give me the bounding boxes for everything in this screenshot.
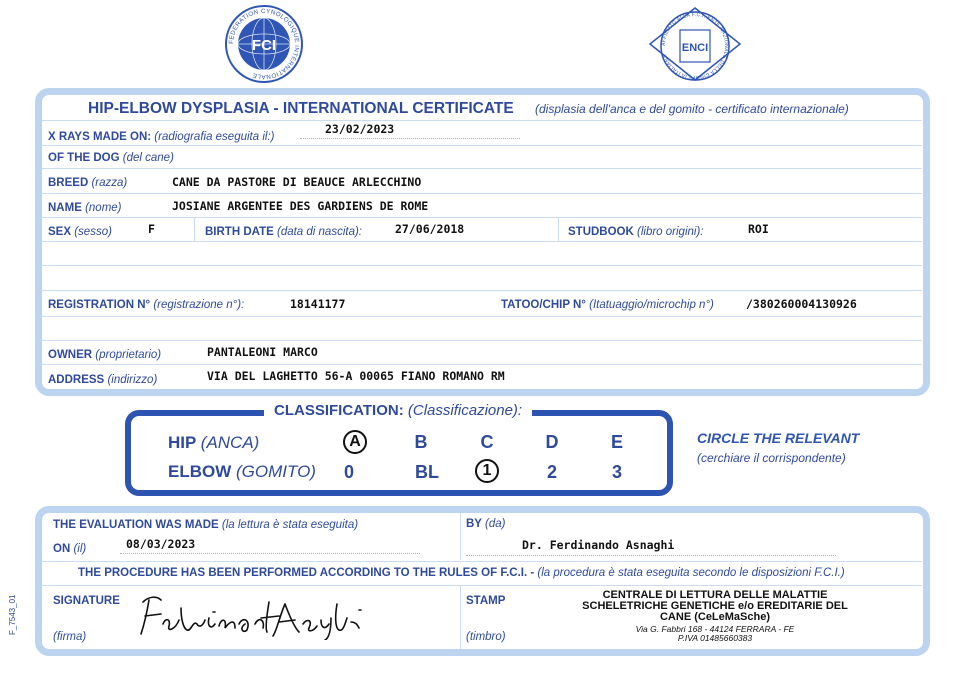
studbook-value: ROI <box>748 222 769 236</box>
registration-label: REGISTRATION N° (registrazione n°): <box>48 299 245 311</box>
stamp-line-4: Via G. Fabbri 168 - 44124 FERRARA - FE <box>635 624 795 634</box>
hip-grade-c[interactable]: C <box>480 432 494 452</box>
registration-value: 18141177 <box>290 297 346 311</box>
stamp-line-5: P.IVA 01485660383 <box>677 632 753 643</box>
certificate-subtitle: (displasia dell'anca e del gomito - certificato internazionale) <box>535 102 849 116</box>
stamp-line-2: SCHELETRICHE GENETICHE e/o EREDITARIE DEL <box>582 600 848 612</box>
breed-label: BREED (razza) <box>48 177 128 189</box>
studbook-label: STUDBOOK (libro origini): <box>568 226 704 238</box>
elbow-grade-3[interactable]: 3 <box>611 462 622 482</box>
stamp-line-3: CANE (CeLeMaSche) <box>659 611 771 623</box>
birth-date-value: 27/06/2018 <box>395 222 465 236</box>
sex-value: F <box>148 222 155 236</box>
certificate-title: HIP-ELBOW DYSPLASIA - INTERNATIONAL CERTIFICATE <box>88 100 514 117</box>
fci-center-text: FCI <box>251 37 277 54</box>
evaluation-date: 08/03/2023 <box>126 537 196 551</box>
of-the-dog-label: OF THE DOG (del cane) <box>48 152 174 164</box>
classification-box <box>125 410 673 496</box>
elbow-grade-2[interactable]: 2 <box>546 462 557 482</box>
signature-label-it: (firma) <box>53 631 87 643</box>
owner-value: PANTALEONI MARCO <box>207 345 318 359</box>
xrays-date: 23/02/2023 <box>325 122 395 136</box>
dog-name-value: JOSIANE ARGENTEE DES GARDIENS DE ROME <box>172 199 429 213</box>
fci-logo <box>224 4 304 84</box>
hip-grade-e[interactable]: E <box>610 432 623 452</box>
address-label: ADDRESS (indirizzo) <box>48 374 158 386</box>
xrays-label: X RAYS MADE ON: (radiografia eseguita il:) <box>48 131 275 143</box>
signature-label: SIGNATURE <box>53 595 120 607</box>
stamp-label: STAMP <box>466 595 506 607</box>
elbow-grade-1[interactable]: 1 <box>475 459 499 483</box>
sex-label: SEX (sesso) <box>48 226 112 238</box>
elbow-label: ELBOW (GOMITO) <box>168 462 316 481</box>
handwritten-signature <box>135 590 375 640</box>
stamp-label-it: (timbro) <box>466 631 506 643</box>
classification-title: CLASSIFICATION: (Classificazione): <box>264 402 532 419</box>
official-stamp <box>560 590 870 642</box>
name-label: NAME (nome) <box>48 202 122 214</box>
tatoo-value: /380260004130926 <box>746 297 857 311</box>
by-value: Dr. Ferdinando Asnaghi <box>522 538 675 552</box>
enci-ring-text: AFFILIATO ALLA F.C.I. ENTE NAZIONALE DELLA CINOFILIA ITALIANA <box>660 11 730 81</box>
hip-grade-a[interactable]: A <box>343 430 367 454</box>
by-label: BY (da) <box>466 518 506 530</box>
fci-ring-text: FEDERATION CYNOLOGIQUE INTERNATIONALE <box>227 7 301 81</box>
hip-grade-d[interactable]: D <box>545 432 559 452</box>
circle-the-relevant-it: (cerchiare il corrispondente) <box>697 451 846 465</box>
address-value: VIA DEL LAGHETTO 56-A 00065 FIANO ROMANO RM <box>207 369 505 383</box>
circle-the-relevant: CIRCLE THE RELEVANT <box>697 430 860 446</box>
breed-value: CANE DA PASTORE DI BEAUCE ARLECCHINO <box>172 175 422 189</box>
elbow-grade-0[interactable]: 0 <box>343 462 354 482</box>
hip-label: HIP (ANCA) <box>168 433 260 452</box>
tatoo-label: TATOO/CHIP N° (Itatuaggio/microchip n°) <box>501 299 714 311</box>
stamp-line-1: CENTRALE DI LETTURA DELLE MALATTIE <box>602 589 828 601</box>
birth-date-label: BIRTH DATE (data di nascita): <box>205 226 362 238</box>
enci-logo <box>640 4 750 84</box>
procedure-text: THE PROCEDURE HAS BEEN PERFORMED ACCORDING TO THE RULES OF F.C.I. - (la procedura è stata eseguita secondo le disposizioni F.C.I.) <box>78 567 845 579</box>
evaluation-label: THE EVALUATION WAS MADE (la lettura è stata eseguita) <box>53 519 359 531</box>
enci-center-text: ENCI <box>681 42 709 54</box>
hip-grade-b[interactable]: B <box>414 432 428 452</box>
elbow-grade-bl[interactable]: BL <box>415 462 439 482</box>
form-code: F_7543_01 <box>8 594 17 635</box>
evaluation-on-label: ON (il) <box>53 543 87 555</box>
owner-label: OWNER (proprietario) <box>48 349 162 361</box>
